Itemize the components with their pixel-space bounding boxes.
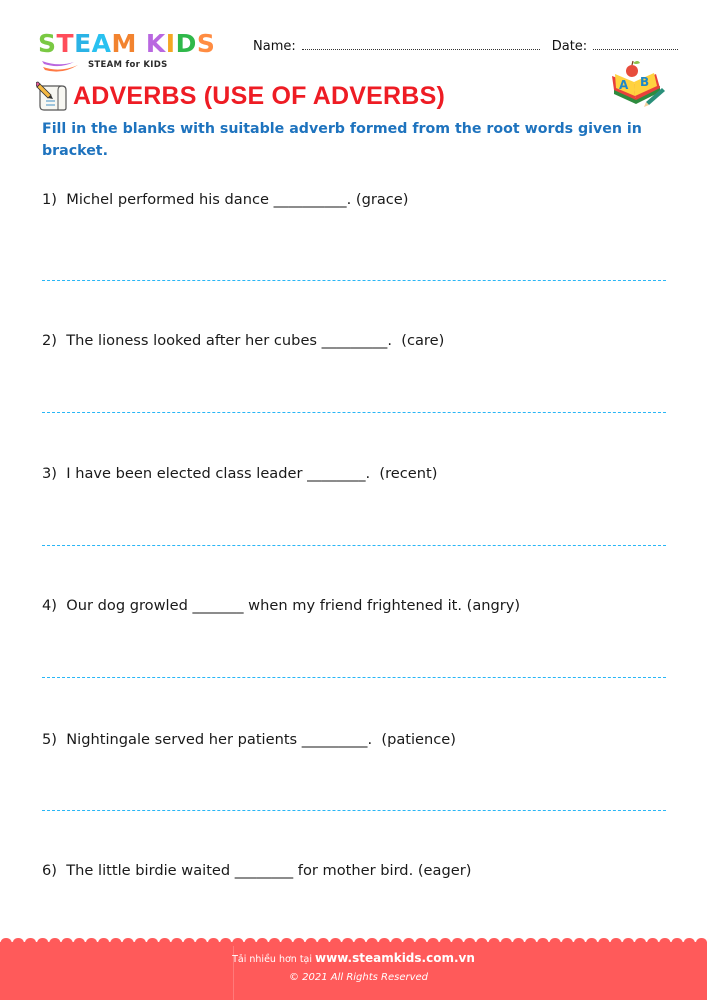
- question-1: 1) Michel performed his dance __________. (grace): [42, 191, 409, 208]
- logo-letter: I: [165, 29, 176, 58]
- answer-line-1[interactable]: [42, 280, 666, 281]
- page-title: ADVERBS (USE OF ADVERBS): [73, 81, 445, 110]
- steam-kids-logo: [38, 31, 238, 75]
- pencil-paper-icon: [36, 80, 70, 112]
- question-6: 6) The little birdie waited ________ for mother bird. (eager): [42, 862, 472, 879]
- question-4: 4) Our dog growled _______ when my friend frightened it. (angry): [42, 597, 521, 614]
- name-label: Name:: [253, 39, 296, 54]
- question-3: 3) I have been elected class leader ________. (recent): [42, 465, 438, 482]
- answer-line-4[interactable]: [42, 677, 666, 678]
- logo-swoosh-icon: [40, 58, 82, 74]
- answer-line-5[interactable]: [42, 810, 666, 811]
- title-row: [36, 80, 445, 112]
- logo-letter: S: [196, 29, 216, 58]
- date-label: Date:: [551, 39, 588, 54]
- instructions: Fill in the blanks with suitable adverb formed from the root words given in bracket.: [42, 121, 642, 159]
- name-field[interactable]: [302, 39, 540, 50]
- logo-letter: A: [91, 29, 112, 58]
- logo-wordmark: [38, 31, 238, 57]
- svg-text:B: B: [640, 75, 650, 89]
- logo-letter: T: [56, 29, 75, 58]
- footer-download-line: [0, 951, 707, 965]
- footer-url-link[interactable]: www.steamkids.com.vn: [315, 951, 475, 965]
- footer-copyright: © 2021 All Rights Reserved: [288, 972, 429, 983]
- logo-letter: S: [38, 29, 57, 58]
- question-5: 5) Nightingale served her patients _________. (patience): [42, 731, 456, 748]
- name-date-row: [253, 39, 678, 54]
- logo-letter: D: [175, 29, 197, 58]
- date-field[interactable]: [593, 39, 678, 50]
- logo-subtitle: STEAM for KIDS: [88, 60, 168, 70]
- question-2: 2) The lioness looked after her cubes _________. (care): [42, 332, 445, 349]
- answer-line-3[interactable]: [42, 545, 666, 546]
- svg-text:A: A: [619, 78, 629, 92]
- logo-letter: K: [145, 29, 166, 58]
- logo-letter: M: [111, 29, 137, 58]
- ab-book-apple-icon: [606, 58, 666, 114]
- footer-prefix: Tải nhiều hơn tại: [232, 954, 316, 965]
- answer-line-2[interactable]: [42, 412, 666, 413]
- logo-letter: E: [74, 29, 92, 58]
- logo-letter: [137, 31, 146, 57]
